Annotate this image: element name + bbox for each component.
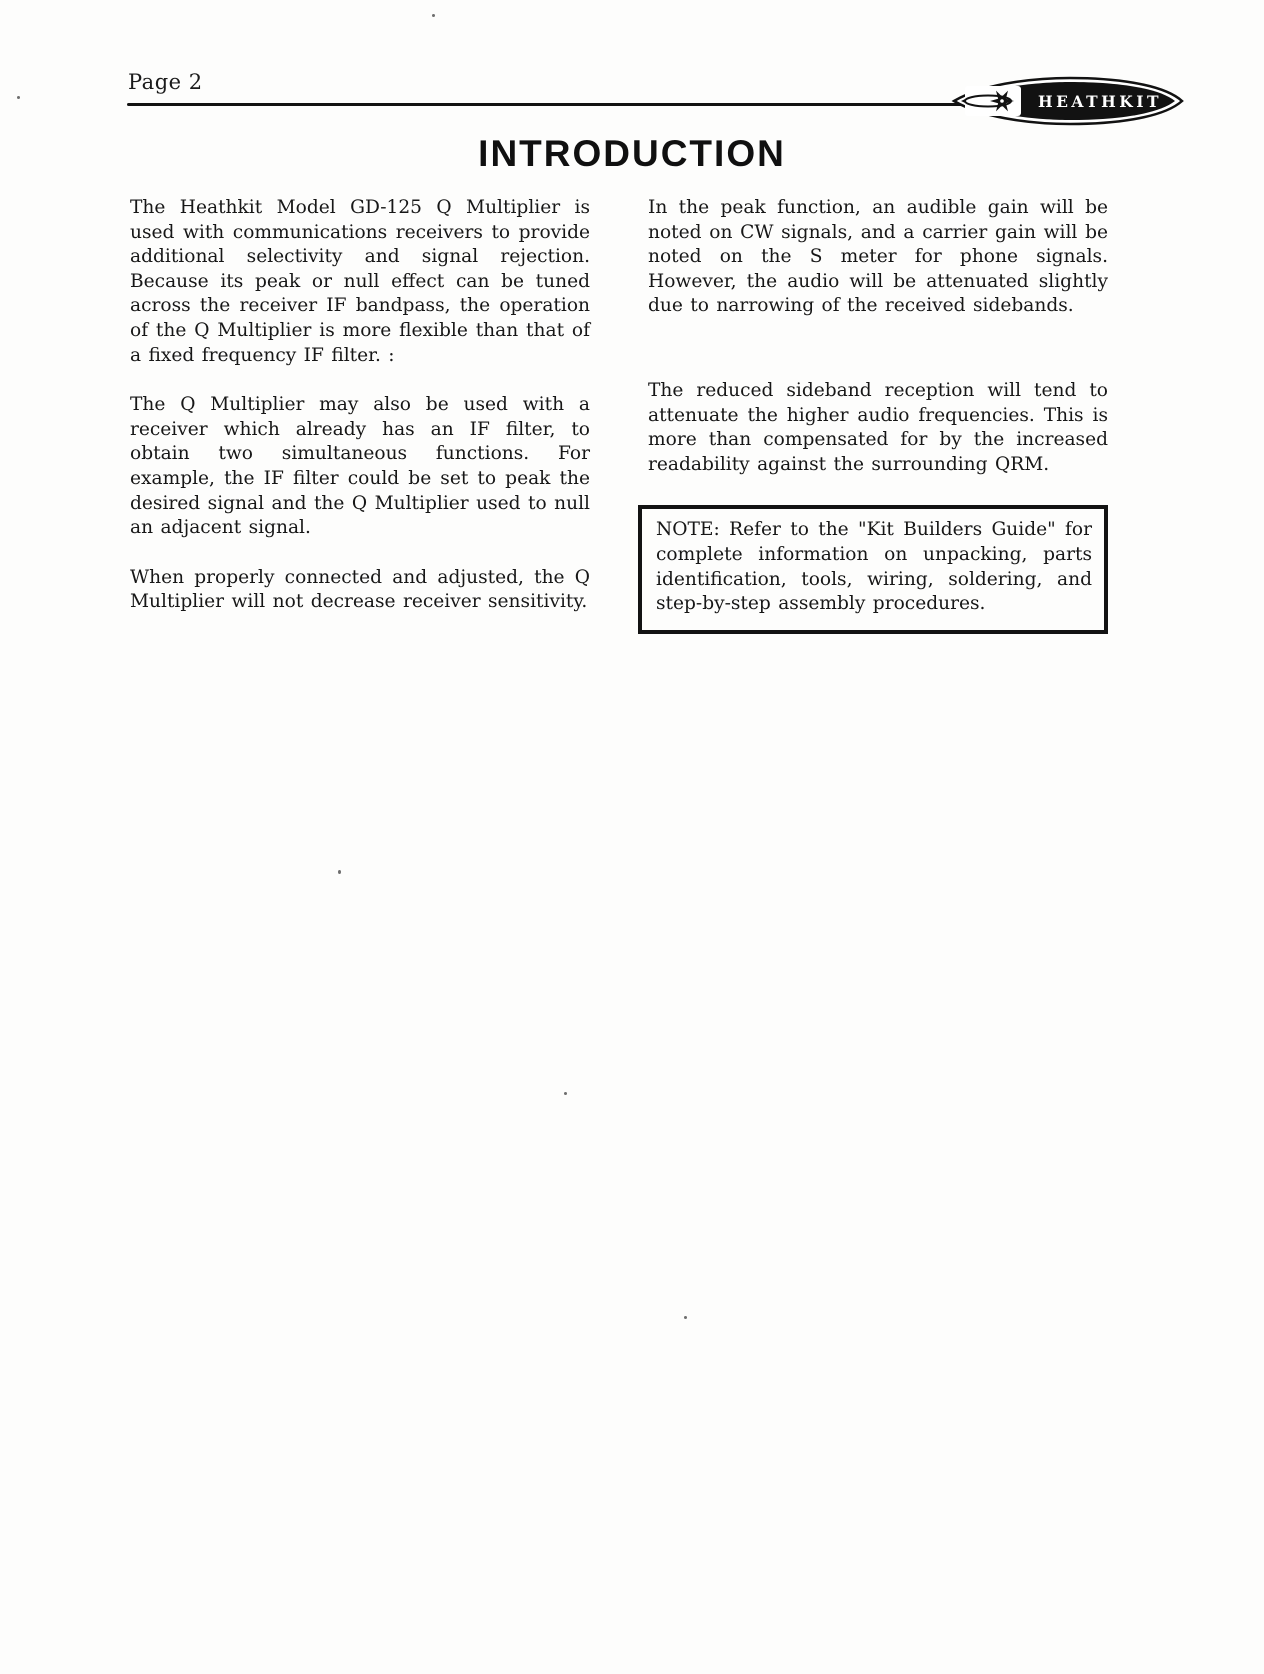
heathkit-logo xyxy=(950,74,1186,128)
body-columns xyxy=(130,196,1108,634)
scan-speck xyxy=(564,1092,567,1095)
logo-star-center xyxy=(1000,99,1004,103)
logo-wordmark: HEATHKIT xyxy=(1037,92,1163,111)
scan-speck xyxy=(432,14,435,17)
paragraph: The Q Multiplier may also be used with a receiver which already has an IF filter, to obtain two simultaneous functions. For example, the IF filter could be set to peak the desired signal and the Q Multiplier used to null an adjacent signal. xyxy=(130,394,590,539)
note-text: NOTE: Refer to the "Kit Builders Guide" for complete information on unpacking, parts identification, tools, wiring, soldering, and step-by-step assembly procedures. xyxy=(656,519,1092,615)
scan-speck xyxy=(684,1316,687,1319)
scan-speck xyxy=(338,870,341,874)
page-number-label: Page 2 xyxy=(128,70,203,94)
paragraph: When properly connected and adjusted, the Q Multiplier will not decrease receiver sensitivity. xyxy=(130,566,590,613)
paragraph: The reduced sideband reception will tend to attenuate the higher audio frequencies. This is more than compensated for by the increased readability against the surrounding QRM. xyxy=(648,379,1108,475)
scan-speck xyxy=(17,96,20,99)
section-title: INTRODUCTION xyxy=(478,133,786,174)
header-rule xyxy=(127,103,965,106)
paragraph: In the peak function, an audible gain will be noted on CW signals, and a carrier gain will be noted on the S meter for phone signals. However, the audio will be attenuated slightly due to narrowing of the received sidebands. xyxy=(648,197,1108,317)
right-column xyxy=(648,196,1108,634)
left-column xyxy=(130,196,590,634)
note-box xyxy=(638,505,1108,633)
paragraph: The Heathkit Model GD-125 Q Multiplier is used with communications receivers to provide additional selectivity and signal rejection. Because its peak or null effect can be tuned across the receiver IF bandpass, the operation of the Q Multiplier is more flexible than that of a fixed frequency IF filter. : xyxy=(130,197,590,366)
